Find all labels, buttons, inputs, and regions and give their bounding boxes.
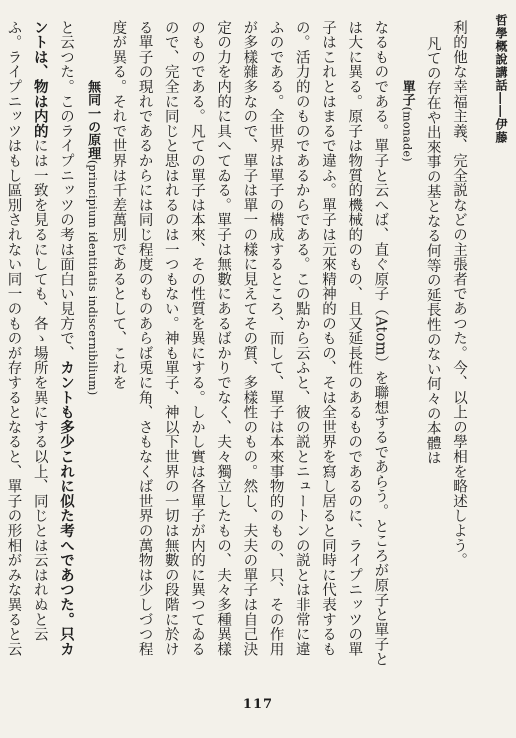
page-number: 117 — [242, 697, 274, 712]
paragraph-intro: 利的他な幸福主義、完全説などの主張者であつた。今、以上の學相を略述しよう。 — [451, 20, 467, 568]
paragraph-kant — [0, 20, 79, 670]
body-text — [5, 20, 472, 670]
heading-subtitle-monad: (monade) — [400, 106, 414, 162]
paragraph-existence: 凡ての存在や出來事の基となる何等の延長性のない何々の本體は — [424, 35, 441, 466]
paragraph-monad-theory: なるものである。單子と云へば、直ぐ原子（Atom）を聯想するであらう。ところが原子と單子とは大に異る。原子は物質的機械的のもの、且又延長性のあるものであるのに、ライプニッツの單子はこれとはまるで違ふ。單子は元來精神的のもの、そは全世界を寫し居ると同時に代表するもの。活力的のものであるからである。この點から云ふと、彼の説とニュートンの説とは非常に違ふのである。全世界は單子の構成するところ、而して、單子は本來事物的のもの、只、その作用が多樣雜多なので、單子は單一の樣に見えてその質、多樣性のもの。然し、夫夫の單子は自己決定の力を内的に具へてゐる。單子は無數にあるばかりでなく、夫々獨立したもの、夫々多種異樣のものである。凡ての單子は本來、その性質を異にする。しかし實は各單子が内的に異つてゐるので、完全に同じと思はれるのは一つもない。神も單子、神以下世界の一切は無數の段階に於ける單子の現れであるからには同じ程度のものあらば兎に角、さもなくば世界の萬物は少しづつ程度が異る。それで世界は千差萬別であるとして、これを — [110, 20, 389, 667]
text-run: と云つた。このライプニッツの考は面白い見方で、 — [57, 20, 74, 361]
heading-title-monad: 單子 — [399, 79, 415, 107]
section-heading-identity — [79, 20, 105, 670]
heading-subtitle-identity: (principium identitatis indiscernibilium) — [86, 159, 100, 396]
heading-title-identity: 無同一の原理 — [85, 79, 101, 160]
text-run: には一致を見るにしても、各ゝ場所を異にする以上、同じとは云はれぬと云ふ。ライプニッツはもし區別されない同一のものが存するとなると、單子の形相がみな異ると云 — [5, 20, 48, 657]
emphasis-kant: カントも多少これに似た考へであつた。只カントは、物は内的 — [31, 20, 75, 657]
section-heading-monad — [393, 20, 419, 670]
running-head: 哲學概說講話――伊藤 — [494, 14, 508, 144]
